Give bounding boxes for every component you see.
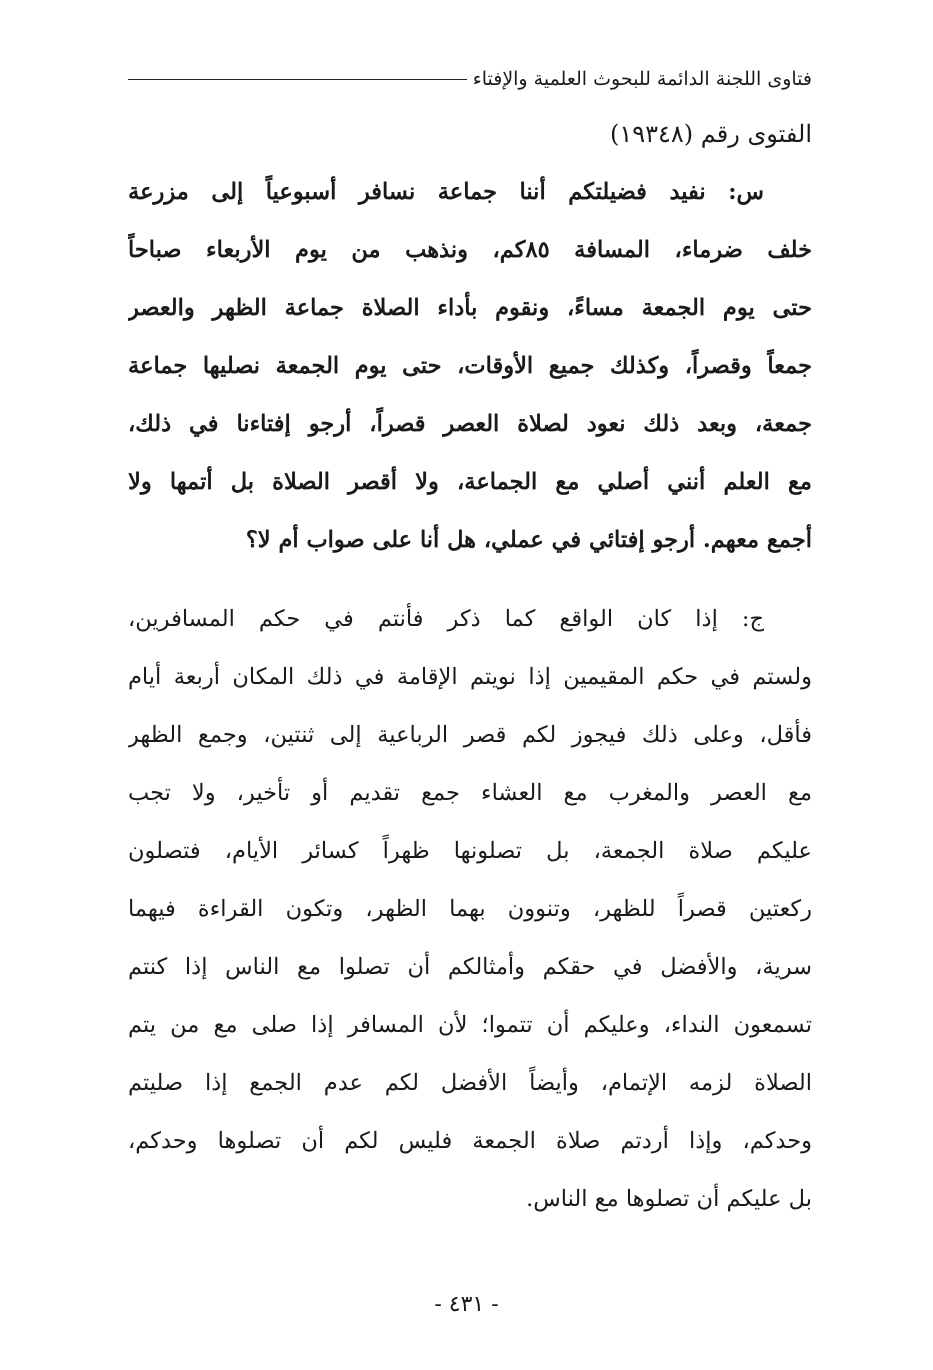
question-line: خلف ضرماء، المسافة ٨٥كم، ونذهب من يوم الأربعاء صباحاً	[128, 237, 812, 263]
answer-line: سرية، والأفضل في حقكم وأمثالكم أن تصلوا مع الناس إذا كنتم	[128, 954, 812, 980]
answer-line: تسمعون النداء، وعليكم أن تتموا؛ لأن المسافر إذا صلى مع من يتم	[128, 1012, 812, 1038]
fatwa-number: الفتوى رقم (١٩٣٤٨)	[609, 120, 812, 148]
page-number: - ٤٣١ -	[434, 1292, 499, 1317]
answer-line: ولستم في حكم المقيمين إذا نويتم الإقامة في ذلك المكان أربعة أيام	[128, 664, 812, 690]
answer-line: الصلاة لزمه الإتمام، وأيضاً الأفضل لكم عدم الجمع إذا صليتم	[128, 1070, 812, 1096]
question-line: حتى يوم الجمعة مساءً، ونقوم بأداء الصلاة جماعة الظهر والعصر	[128, 295, 812, 321]
answer-line: فأقل، وعلى ذلك فيجوز لكم قصر الرباعية إلى ثنتين، وجمع الظهر	[128, 722, 812, 748]
question-line: أجمع معهم. أرجو إفتائي في عملي، هل أنا على صواب أم لا؟	[245, 527, 812, 553]
answer-block	[128, 590, 812, 1228]
question-line: جمعة، وبعد ذلك نعود لصلاة العصر قصراً، أرجو إفتاءنا في ذلك،	[128, 411, 812, 437]
running-header	[128, 62, 812, 96]
question-line: جمعاً وقصراً، وكذلك جميع الأوقات، حتى يوم الجمعة نصليها جماعة	[128, 353, 812, 379]
answer-line: ج: إذا كان الواقع كما ذكر فأنتم في حكم المسافرين،	[128, 606, 764, 632]
answer-line: ركعتين قصراً للظهر، وتنوون بهما الظهر، وتكون القراءة فيهما	[128, 896, 812, 922]
answer-line: مع العصر والمغرب مع العشاء جمع تقديم أو تأخير، ولا تجب	[128, 780, 812, 806]
question-line: مع العلم أنني أصلي مع الجماعة، ولا أقصر الصلاة بل أتمها ولا	[128, 469, 812, 495]
answer-line: وحدكم، وإذا أردتم صلاة الجمعة فليس لكم أن تصلوها وحدكم،	[128, 1128, 812, 1154]
answer-line: عليكم صلاة الجمعة، بل تصلونها ظهراً كسائر الأيام، فتصلون	[128, 838, 812, 864]
question-line: س: نفيد فضيلتكم أننا جماعة نسافر أسبوعياً إلى مزرعة	[128, 179, 764, 205]
answer-line: بل عليكم أن تصلوها مع الناس.	[526, 1186, 812, 1212]
running-header-title: فتاوى اللجنة الدائمة للبحوث العلمية والإفتاء	[472, 68, 812, 90]
question-block	[128, 163, 812, 569]
header-rule	[128, 79, 467, 80]
